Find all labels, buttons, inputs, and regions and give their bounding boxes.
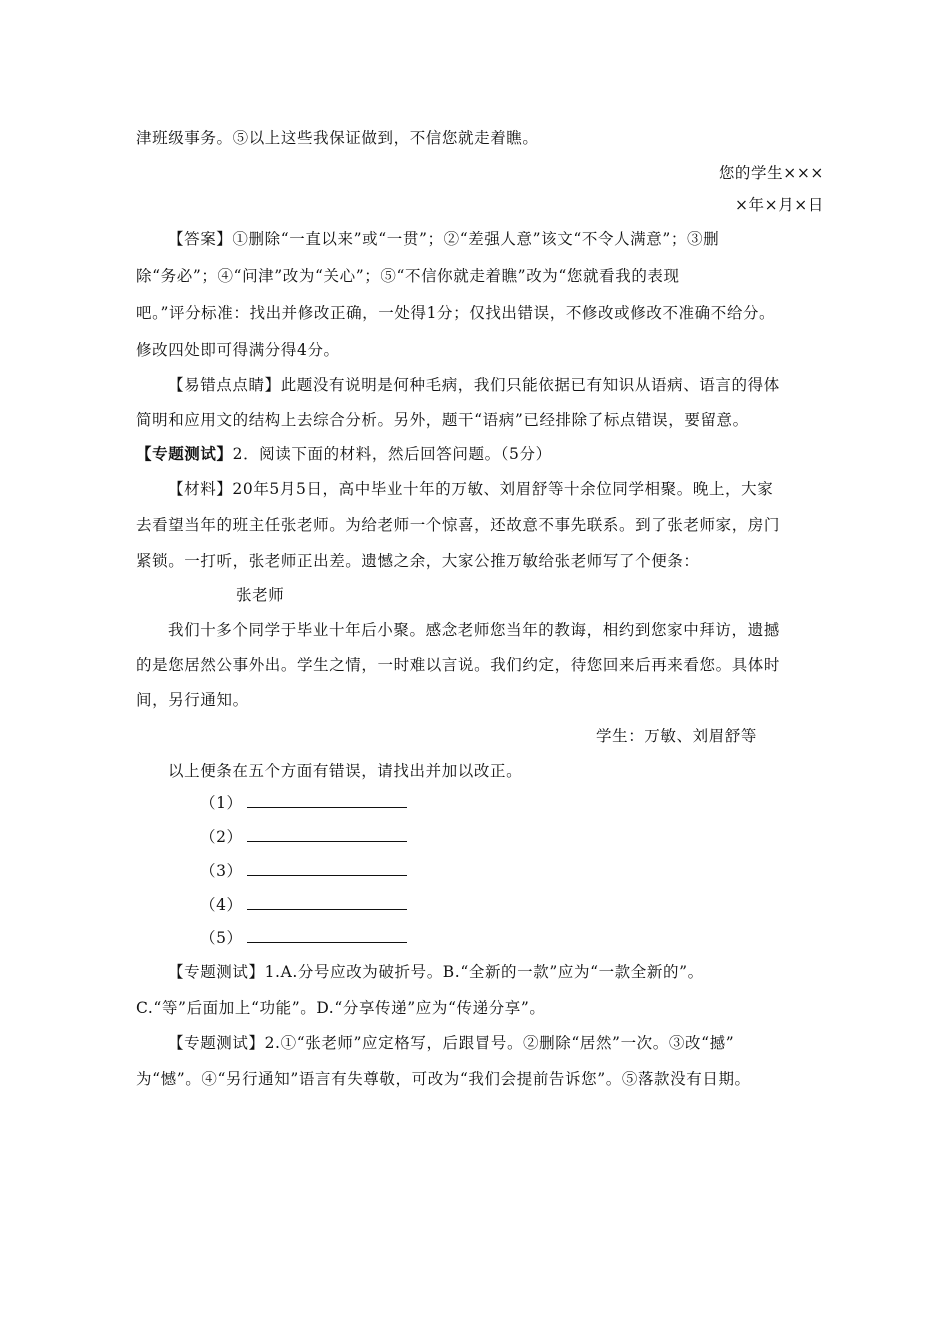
blank-line [247, 793, 407, 808]
material-line2: 去看望当年的班主任张老师。为给老师一个惊喜，还故意不事先联系。到了张老师家，房门 [136, 516, 781, 534]
blank-line [247, 827, 407, 842]
blank-label: （1） [200, 794, 243, 812]
answer-blank-4 [200, 895, 500, 915]
note-line2: 的是您居然公事外出。学生之情，一时难以言说。我们约定，待您回来后再来看您。具体时 [136, 656, 781, 674]
answer-test2-line1: 【专题测试】2.①“张老师”应定格写，后跟冒号。②删除“居然”一次。③改“撼” [168, 1034, 735, 1052]
answer1-line4: 修改四处即可得满分得4分。 [136, 341, 340, 359]
answer-blank-2 [200, 827, 500, 847]
tip-line1: 【易错点点睛】此题没有说明是何种毛病，我们只能依据已有知识从语病、语言的得体 [168, 376, 780, 394]
blank-label: （2） [200, 828, 243, 846]
answer1-line3: 吧。”评分标准：找出并修改正确，一处得1分；仅找出错误，不修改或修改不准确不给分。 [136, 304, 776, 322]
answer-test1-line1: 【专题测试】1.A.分号应改为破折号。B.“全新的一款”应为“一款全新的”。 [168, 963, 704, 981]
material-line1: 【材料】20年5月5日，高中毕业十年的万敏、刘眉舒等十余位同学相聚。晚上，大家 [168, 480, 774, 498]
answer-test2-line2: 为“憾”。④“另行通知”语言有失尊敬，可改为“我们会提前告诉您”。⑤落款没有日期。 [136, 1070, 751, 1088]
question-prompt: 以上便条在五个方面有错误，请找出并加以改正。 [168, 762, 523, 780]
letter-sign-name: 您的学生××× [718, 164, 824, 182]
answer1-line1: 【答案】①删除“一直以来”或“一贯”；②“差强人意”该文“不令人满意”；③删 [168, 230, 720, 248]
question2-text: 2．阅读下面的材料，然后回答问题。（5分） [232, 445, 552, 463]
answer-test1-line2: C.“等”后面加上“功能”。D.“分享传递”应为“传递分享”。 [136, 999, 546, 1017]
answer-blank-5 [200, 928, 500, 948]
blank-line [247, 861, 407, 876]
note-salutation: 张老师 [236, 586, 285, 604]
note-line1: 我们十多个同学于毕业十年后小聚。感念老师您当年的教诲，相约到您家中拜访，遗撼 [168, 621, 780, 639]
answer-blank-1 [200, 793, 500, 813]
material-line3: 紧锁。一打听，张老师正出差。遗憾之余，大家公推万敏给张老师写了个便条： [136, 552, 700, 570]
note-line3: 间，另行通知。 [136, 691, 249, 709]
tip-line2: 简明和应用文的结构上去综合分析。另外，题干“语病”已经排除了标点错误，要留意。 [136, 411, 749, 429]
blank-line [247, 928, 407, 943]
blank-line [247, 895, 407, 910]
letter-sign-date: ×年×月×日 [734, 196, 824, 214]
question2-heading [136, 444, 824, 464]
answer-blank-3 [200, 861, 500, 881]
answer1-line2: 除“务必”；④“问津”改为“关心”；⑤“不信你就走着瞧”改为“您就看我的表现 [136, 267, 680, 285]
blank-label: （4） [200, 896, 243, 914]
blank-label: （5） [200, 929, 243, 947]
blank-label: （3） [200, 862, 243, 880]
letter-closing-line: 津班级事务。⑤以上这些我保证做到，不信您就走着瞧。 [136, 129, 539, 147]
question2-tag: 【专题测试】 [136, 444, 233, 463]
note-signature: 学生：万敏、刘眉舒等 [596, 727, 758, 745]
